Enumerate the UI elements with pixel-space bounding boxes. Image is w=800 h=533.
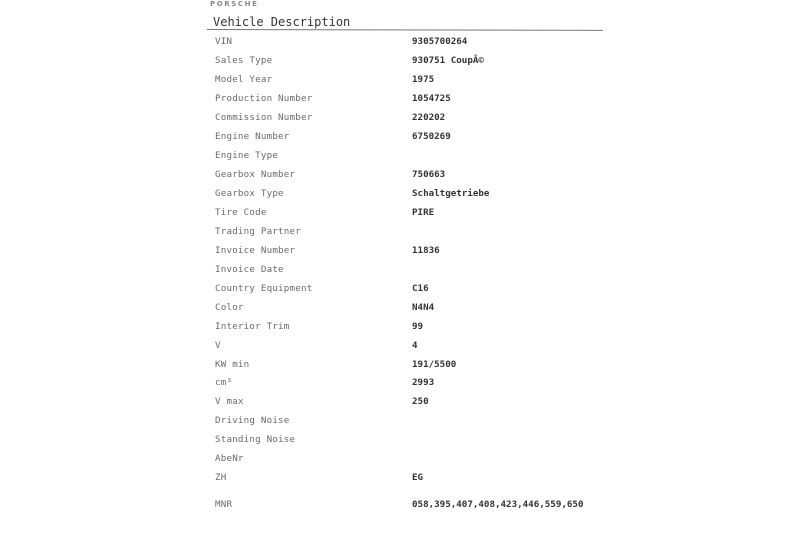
- row-value: 191/5500: [412, 359, 457, 370]
- row-value: 6750269: [412, 131, 451, 142]
- row-invoice-number: [0, 245, 800, 261]
- row-label: Model Year: [215, 74, 273, 85]
- row-label: Gearbox Type: [215, 188, 284, 199]
- row-value: PIRE: [412, 207, 435, 218]
- row-driving-noise: [0, 415, 800, 431]
- row-label: Engine Number: [215, 131, 290, 142]
- row-label: Engine Type: [215, 150, 279, 161]
- row-invoice-date: [0, 264, 800, 280]
- row-label: Color: [215, 302, 244, 313]
- row-value: 750663: [412, 169, 446, 180]
- row-label: Commission Number: [215, 112, 313, 123]
- row-v: [0, 340, 800, 356]
- row-value: Schaltgetriebe: [412, 188, 490, 199]
- row-model-year: [0, 74, 800, 90]
- row-value: 058,395,407,408,423,446,559,650: [412, 499, 584, 510]
- row-commission-number: [0, 112, 800, 128]
- row-label: Country Equipment: [215, 283, 313, 294]
- row-value: 1975: [412, 74, 435, 85]
- row-label: AbeNr: [215, 453, 244, 464]
- row-value: 11836: [412, 245, 440, 256]
- row-v-max: [0, 396, 800, 412]
- row-value: N4N4: [412, 302, 435, 313]
- row-value: 930751 CoupÃ©: [412, 55, 484, 66]
- row-label: VIN: [215, 36, 233, 47]
- row-label: Interior Trim: [215, 321, 290, 332]
- row-color: [0, 302, 800, 318]
- row-engine-type: [0, 150, 800, 166]
- row-label: MNR: [215, 499, 233, 510]
- row-value: 250: [412, 396, 429, 407]
- row-engine-number: [0, 131, 800, 147]
- row-gearbox-type: [0, 188, 800, 204]
- row-country-equipment: [0, 283, 800, 299]
- row-displacement: [0, 377, 800, 393]
- row-value: EG: [412, 472, 424, 483]
- row-label: Gearbox Number: [215, 169, 296, 180]
- row-zh: [0, 472, 800, 488]
- row-value: C16: [412, 283, 429, 294]
- row-value: 220202: [412, 112, 446, 123]
- brand-logo-text: PORSCHE: [210, 0, 259, 8]
- row-tire-code: [0, 207, 800, 223]
- row-value: 4: [412, 340, 418, 351]
- row-label: ZH: [215, 472, 227, 483]
- row-value: 2993: [412, 377, 435, 388]
- row-label: V: [215, 340, 221, 351]
- row-label: KW min: [215, 359, 250, 370]
- row-label: Driving Noise: [215, 415, 290, 426]
- row-label: cm³: [215, 377, 233, 388]
- row-production-number: [0, 93, 800, 109]
- row-value: 99: [412, 321, 424, 332]
- row-label: Sales Type: [215, 55, 273, 66]
- row-vin: [0, 36, 800, 52]
- row-gearbox-number: [0, 169, 800, 185]
- row-interior-trim: [0, 321, 800, 337]
- row-sales-type: [0, 55, 800, 71]
- row-abenr: [0, 453, 800, 469]
- row-standing-noise: [0, 434, 800, 450]
- row-mnr: [0, 499, 800, 515]
- row-value: 1054725: [412, 93, 451, 104]
- row-label: V max: [215, 396, 244, 407]
- row-kw-min: [0, 359, 800, 375]
- row-label: Tire Code: [215, 207, 267, 218]
- page-title: Vehicle Description: [213, 15, 351, 29]
- row-label: Production Number: [215, 93, 313, 104]
- row-label: Invoice Number: [215, 245, 296, 256]
- row-trading-partner: [0, 226, 800, 242]
- row-label: Standing Noise: [215, 434, 296, 445]
- row-label: Invoice Date: [215, 264, 284, 275]
- row-value: 9305700264: [412, 36, 468, 47]
- row-label: Trading Partner: [215, 226, 301, 237]
